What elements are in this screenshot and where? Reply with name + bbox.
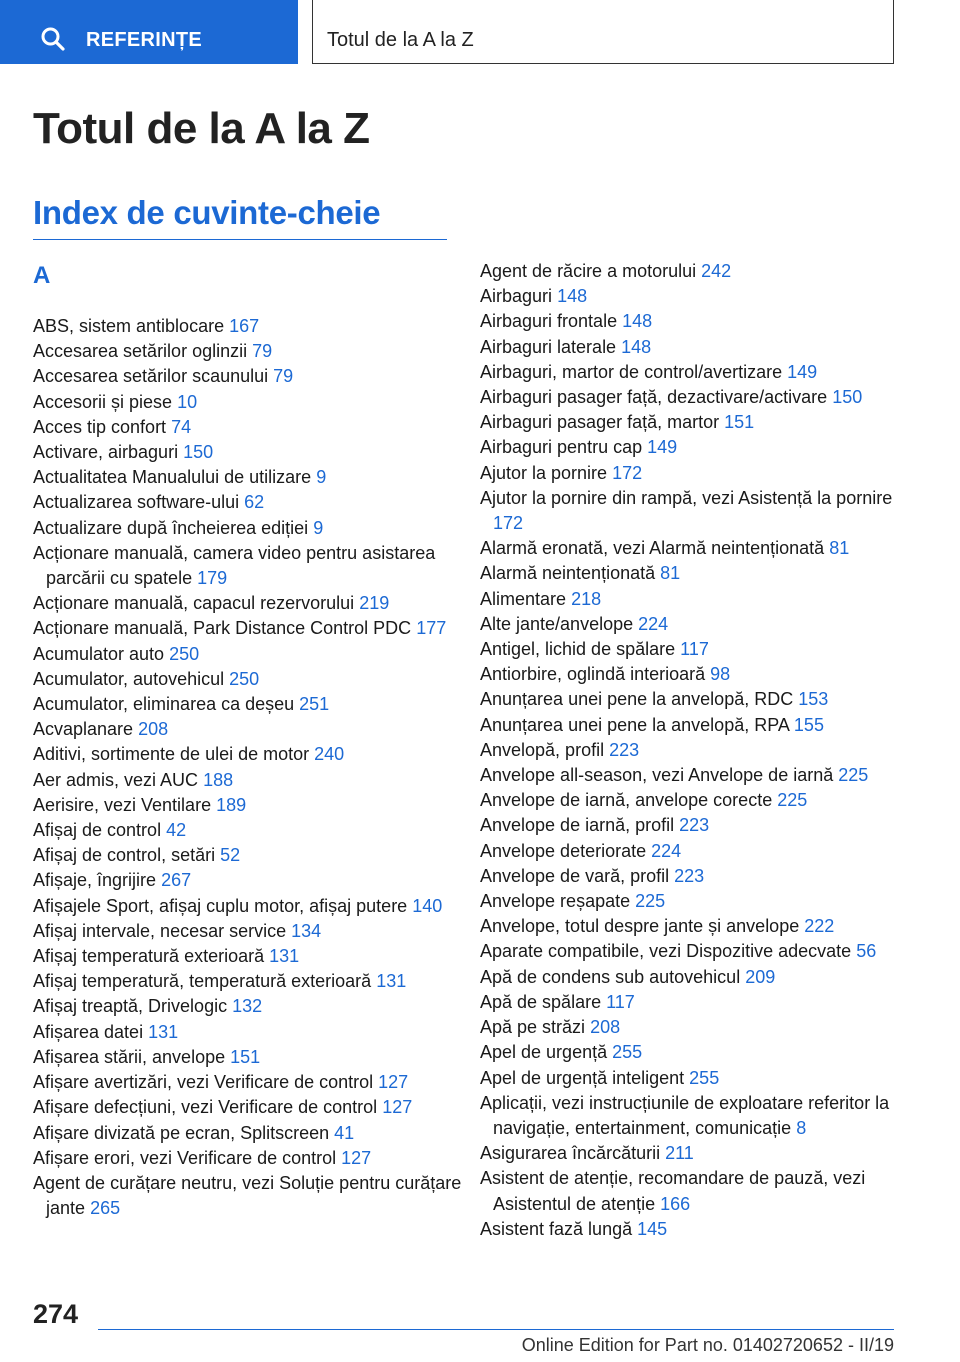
index-entry-text: Anunțarea unei pene la anvelopă, RPA	[480, 714, 789, 735]
section-divider	[33, 239, 447, 240]
index-entry-page-link[interactable]: 222	[804, 916, 835, 937]
index-entry-page-link[interactable]: 208	[590, 1017, 621, 1038]
index-entry	[33, 1020, 473, 1045]
index-entry	[33, 994, 473, 1019]
index-letter-heading: A	[33, 262, 51, 289]
index-entry-page-link[interactable]: 167	[229, 316, 260, 336]
index-entry-page-link[interactable]: 251	[299, 694, 330, 715]
index-entry-text: Anvelope de iarnă, anvelope corecte	[480, 790, 773, 811]
index-entry-text: Accesarea setărilor oglinzii	[33, 341, 248, 362]
current-section-label: Totul de la A la Z	[327, 29, 474, 51]
index-entry	[480, 662, 920, 687]
index-entry	[480, 1015, 920, 1040]
index-entry-page-link[interactable]: 250	[229, 668, 260, 689]
index-entry	[33, 843, 473, 868]
index-entry	[480, 1066, 920, 1091]
search-icon	[40, 26, 66, 52]
index-entry	[33, 616, 473, 641]
index-entry-page-link[interactable]: 117	[680, 639, 709, 660]
index-entry-page-link[interactable]: 10	[177, 391, 198, 412]
index-entry	[480, 259, 920, 284]
index-entry-text: Acționare manuală, Park Distance Control PDC	[33, 618, 412, 639]
index-entry-text: Alarmă neintenționată	[480, 563, 656, 584]
index-entry	[480, 889, 920, 914]
index-entry-page-link[interactable]: 140	[412, 895, 443, 916]
index-entry-text: Afișaj treaptă, Drivelogic	[33, 996, 228, 1017]
index-entry	[480, 385, 920, 410]
index-entry-page-link[interactable]: 8	[796, 1117, 807, 1138]
index-entry-page-link[interactable]: 265	[90, 1198, 121, 1219]
index-entry-text: Acumulator auto	[33, 643, 165, 664]
references-tab-label: REFERINȚE	[86, 29, 203, 51]
index-entry	[480, 939, 920, 964]
index-entry-text: Antiorbire, oglindă interioară	[480, 664, 706, 685]
index-entry-page-link[interactable]: 177	[416, 618, 447, 639]
index-entry-page-link[interactable]: 188	[203, 769, 234, 790]
index-entry-text: Anvelopă, profil	[480, 739, 605, 760]
index-entry	[33, 667, 473, 692]
index-entry-page-link[interactable]: 153	[798, 689, 829, 710]
index-entry	[480, 839, 920, 864]
index-entry	[33, 1095, 473, 1120]
index-entry-page-link[interactable]: 155	[793, 714, 824, 735]
index-entry-text: Accesorii și piese	[33, 391, 173, 412]
index-entry-text: Acționare manuală, capacul rezervorului	[33, 593, 355, 614]
index-entry-page-link[interactable]: 151	[230, 1046, 261, 1067]
index-entry	[480, 687, 920, 712]
index-entry-text: Afișajele Sport, afișaj cuplu motor, afișaj putere	[33, 895, 408, 916]
index-entry-page-link[interactable]: 62	[244, 492, 265, 513]
index-entry-page-link[interactable]: 172	[612, 462, 643, 483]
index-entry-page-link[interactable]: 189	[216, 794, 247, 815]
index-entry-page-link[interactable]: 223	[674, 865, 705, 886]
index-entry-text: Airbaguri	[480, 286, 553, 307]
index-entry	[480, 914, 920, 939]
index-entry-text: Ajutor la pornire din rampă, vezi Asistență la pornire	[480, 487, 893, 508]
index-entry-text: ABS, sistem antiblocare	[33, 316, 225, 336]
index-entry-text: Afișaj de control, setări	[33, 845, 216, 866]
index-entry	[33, 1121, 473, 1146]
index-entry-text: Acces tip confort	[33, 416, 167, 437]
current-section-tab[interactable]	[312, 0, 894, 64]
index-entry-text: Alarmă eronată, vezi Alarmă neintenționată	[480, 538, 825, 559]
index-entry	[480, 813, 920, 838]
index-entry-page-link[interactable]: 242	[701, 261, 732, 281]
index-entry	[480, 1141, 920, 1166]
index-entry	[480, 788, 920, 813]
page-number: 274	[33, 1299, 79, 1329]
index-entry-text: Ajutor la pornire	[480, 462, 608, 483]
index-entry-text: Afișare defecțiuni, vezi Verificare de control	[33, 1097, 378, 1118]
index-entry	[33, 390, 473, 415]
index-entry	[480, 486, 920, 536]
index-entry-page-link[interactable]: 172	[493, 513, 524, 534]
index-entry	[480, 990, 920, 1015]
index-entry	[33, 642, 473, 667]
index-entry-page-link[interactable]: 132	[232, 996, 263, 1017]
index-entry-page-link[interactable]: 131	[376, 971, 407, 992]
index-entry	[480, 1166, 920, 1216]
index-entry-text: Anvelope all-season, vezi Anvelope de iarnă	[480, 765, 834, 786]
index-entry-page-link[interactable]: 145	[637, 1218, 668, 1239]
index-entry-text: Anvelope de vară, profil	[480, 865, 670, 886]
index-entry	[480, 335, 920, 360]
index-entry-page-link[interactable]: 225	[635, 891, 666, 912]
index-entry-page-link[interactable]: 166	[660, 1193, 691, 1214]
index-entry	[33, 818, 473, 843]
index-entry-text: Afișaj intervale, necesar service	[33, 920, 287, 941]
index-entry-page-link[interactable]: 148	[557, 286, 588, 307]
index-entry-text: Actualizarea software-ului	[33, 492, 240, 513]
index-entry-page-link[interactable]: 127	[382, 1097, 413, 1118]
index-entry-text: Alimentare	[480, 588, 567, 609]
index-entry-page-link[interactable]: 56	[856, 941, 877, 962]
top-navigation-bar	[0, 0, 960, 66]
index-entry	[480, 738, 920, 763]
index-entry-text: Agent de curățare neutru, vezi Soluție pentru curățare jante	[33, 1172, 462, 1219]
index-entry-page-link[interactable]: 224	[651, 840, 682, 861]
index-entry-page-link[interactable]: 219	[359, 593, 390, 614]
index-entry-page-link[interactable]: 42	[166, 820, 187, 841]
index-entry-text: Airbaguri frontale	[480, 311, 618, 332]
index-entry-text: Aer admis, vezi AUC	[33, 769, 199, 790]
index-entry	[480, 561, 920, 586]
index-entry	[480, 587, 920, 612]
index-entry-page-link[interactable]: 127	[341, 1147, 372, 1168]
section-title: Index de cuvinte-cheie	[33, 194, 381, 231]
index-entry	[480, 309, 920, 334]
references-tab[interactable]	[0, 0, 298, 64]
index-entry-text: Apă de condens sub autovehicul	[480, 966, 741, 987]
index-entry-text: Afișaj de control	[33, 820, 162, 841]
index-entry	[480, 713, 920, 738]
index-entry-page-link[interactable]: 74	[171, 416, 192, 437]
index-entry-page-link[interactable]: 41	[334, 1122, 355, 1143]
index-entry-page-link[interactable]: 9	[313, 517, 324, 538]
index-entry-page-link[interactable]: 255	[612, 1042, 643, 1063]
index-entry	[33, 364, 473, 389]
index-entry-text: Aplicații, vezi instrucțiunile de exploatare referitor la navigație, entertainment, comunicație	[480, 1092, 890, 1138]
index-entry	[33, 717, 473, 742]
index-entry-page-link[interactable]: 149	[647, 437, 678, 458]
index-entry-text: Acumulator, eliminarea ca deșeu	[33, 694, 295, 715]
index-entry-text: Anvelope, totul despre jante și anvelope	[480, 916, 800, 937]
index-entry	[480, 410, 920, 435]
index-entry	[33, 768, 473, 793]
index-entry-page-link[interactable]: 150	[832, 387, 863, 408]
index-entry	[33, 1171, 473, 1221]
footer-divider	[98, 1329, 894, 1330]
page-title: Totul de la A la Z	[33, 104, 370, 153]
index-entry-text: Acumulator, autovehicul	[33, 668, 225, 689]
index-entry	[33, 919, 473, 944]
index-entry-page-link[interactable]: 79	[273, 366, 294, 387]
index-entry-page-link[interactable]: 98	[710, 664, 731, 685]
index-entry	[33, 465, 473, 490]
index-entry-text: Actualizare după încheierea ediției	[33, 517, 309, 538]
index-entry-page-link[interactable]: 211	[665, 1143, 694, 1164]
index-entry-page-link[interactable]: 148	[621, 336, 652, 357]
index-entry-page-link[interactable]: 255	[689, 1067, 720, 1088]
index-entry-text: Aditivi, sortimente de ulei de motor	[33, 744, 310, 765]
index-entry	[33, 415, 473, 440]
index-entry-page-link[interactable]: 223	[609, 739, 640, 760]
index-entry-page-link[interactable]: 134	[291, 920, 322, 941]
index-entry	[33, 516, 473, 541]
index-entry-text: Agent de răcire a motorului	[480, 261, 697, 281]
index-entry	[33, 742, 473, 767]
index-entry-page-link[interactable]: 225	[838, 765, 869, 786]
index-entry	[480, 612, 920, 637]
index-entry	[33, 793, 473, 818]
index-entry-text: Afișare erori, vezi Verificare de control	[33, 1147, 337, 1168]
index-entry-page-link[interactable]: 151	[724, 412, 755, 433]
index-entry	[480, 536, 920, 561]
index-entry-text: Afișaj temperatură, temperatură exterioară	[33, 971, 372, 992]
index-entry-text: Afișarea datei	[33, 1021, 144, 1042]
index-entry-text: Anvelope deteriorate	[480, 840, 647, 861]
index-entry-page-link[interactable]: 127	[378, 1072, 409, 1093]
index-entry-page-link[interactable]: 224	[638, 613, 669, 634]
index-entry-text: Acvaplanare	[33, 719, 134, 740]
index-entry-page-link[interactable]: 218	[571, 588, 602, 609]
index-entry-page-link[interactable]: 250	[169, 643, 200, 664]
index-entry	[480, 1091, 920, 1141]
index-entry-page-link[interactable]: 225	[777, 790, 808, 811]
index-entry-text: Acționare manuală, camera video pentru asistarea parcării cu spatele	[33, 542, 436, 589]
index-entry-page-link[interactable]: 240	[314, 744, 345, 765]
index-entry-text: Afișarea stării, anvelope	[33, 1046, 226, 1067]
index-entry	[33, 314, 473, 339]
index-entry-text: Asistent fază lungă	[480, 1218, 633, 1239]
index-entry-page-link[interactable]: 208	[138, 719, 169, 740]
index-entry-text: Apă pe străzi	[480, 1017, 586, 1038]
index-entry-text: Antigel, lichid de spălare	[480, 639, 676, 660]
index-entry-text: Apel de urgență inteligent	[480, 1067, 685, 1088]
index-entry-page-link[interactable]: 267	[161, 870, 192, 891]
index-entry-text: Alte jante/anvelope	[480, 613, 634, 634]
index-entry	[33, 1045, 473, 1070]
index-entry-text: Asistent de atenție, recomandare de pauză, vezi Asistentul de atenție	[480, 1168, 866, 1214]
index-entry	[33, 1070, 473, 1095]
index-entry	[33, 868, 473, 893]
index-entry-page-link[interactable]: 223	[679, 815, 710, 836]
index-entry	[480, 965, 920, 990]
index-entry	[480, 360, 920, 385]
index-entry	[480, 1217, 920, 1242]
index-entry-page-link[interactable]: 52	[220, 845, 241, 866]
index-entry-page-link[interactable]: 131	[269, 946, 300, 967]
index-entry	[33, 541, 473, 591]
index-entry-text: Airbaguri pentru cap	[480, 437, 643, 458]
index-entry-text: Afișare avertizări, vezi Verificare de control	[33, 1072, 374, 1093]
index-entry	[480, 461, 920, 486]
index-entry	[33, 692, 473, 717]
index-entry	[480, 1040, 920, 1065]
index-entry-text: Afișare divizată pe ecran, Splitscreen	[33, 1122, 330, 1143]
index-entry-text: Afișaj temperatură exterioară	[33, 946, 265, 967]
index-entry-page-link[interactable]: 131	[148, 1021, 179, 1042]
index-entry	[33, 591, 473, 616]
index-column-left	[33, 314, 473, 1221]
index-entry	[33, 440, 473, 465]
footer-edition-text: Online Edition for Part no. 01402720652 - II/19	[521, 1335, 894, 1355]
index-entry-text: Airbaguri laterale	[480, 336, 617, 357]
index-entry-text: Apel de urgență	[480, 1042, 608, 1063]
index-entry	[33, 894, 473, 919]
index-entry-text: Airbaguri pasager față, martor	[480, 412, 720, 433]
index-entry-page-link[interactable]: 81	[829, 538, 850, 559]
index-entry-page-link[interactable]: 81	[660, 563, 681, 584]
index-entry-page-link[interactable]: 149	[787, 361, 818, 382]
index-entry-text: Anunțarea unei pene la anvelopă, RDC	[480, 689, 794, 710]
index-entry-page-link[interactable]: 79	[252, 341, 273, 362]
index-entry-text: Apă de spălare	[480, 991, 602, 1012]
index-entry	[33, 490, 473, 515]
index-entry-text: Accesarea setărilor scaunului	[33, 366, 269, 387]
index-entry-text: Aparate compatibile, vezi Dispozitive adecvate	[480, 941, 852, 962]
index-entry-text: Anvelope de iarnă, profil	[480, 815, 675, 836]
index-entry-page-link[interactable]: 150	[183, 442, 214, 463]
index-entry	[480, 435, 920, 460]
index-entry	[480, 284, 920, 309]
index-entry-page-link[interactable]: 179	[197, 568, 228, 589]
index-entry	[480, 637, 920, 662]
index-entry-text: Airbaguri pasager față, dezactivare/activare	[480, 387, 828, 408]
index-entry	[33, 339, 473, 364]
index-entry-text: Afișaje, îngrijire	[33, 870, 157, 891]
index-entry-page-link[interactable]: 117	[606, 991, 635, 1012]
index-entry-text: Airbaguri, martor de control/avertizare	[480, 361, 783, 382]
index-entry	[480, 864, 920, 889]
index-column-right	[480, 259, 920, 1242]
index-entry-page-link[interactable]: 209	[745, 966, 776, 987]
index-entry	[33, 969, 473, 994]
index-entry	[33, 944, 473, 969]
index-entry	[33, 1146, 473, 1171]
index-entry	[480, 763, 920, 788]
index-entry-page-link[interactable]: 9	[316, 467, 327, 488]
index-entry-text: Anvelope reșapate	[480, 891, 631, 912]
index-entry-text: Actualitatea Manualului de utilizare	[33, 467, 312, 488]
index-entry-text: Asigurarea încărcăturii	[480, 1143, 661, 1164]
index-entry-text: Aerisire, vezi Ventilare	[33, 794, 212, 815]
index-entry-text: Activare, airbaguri	[33, 442, 179, 463]
index-entry-page-link[interactable]: 148	[622, 311, 653, 332]
